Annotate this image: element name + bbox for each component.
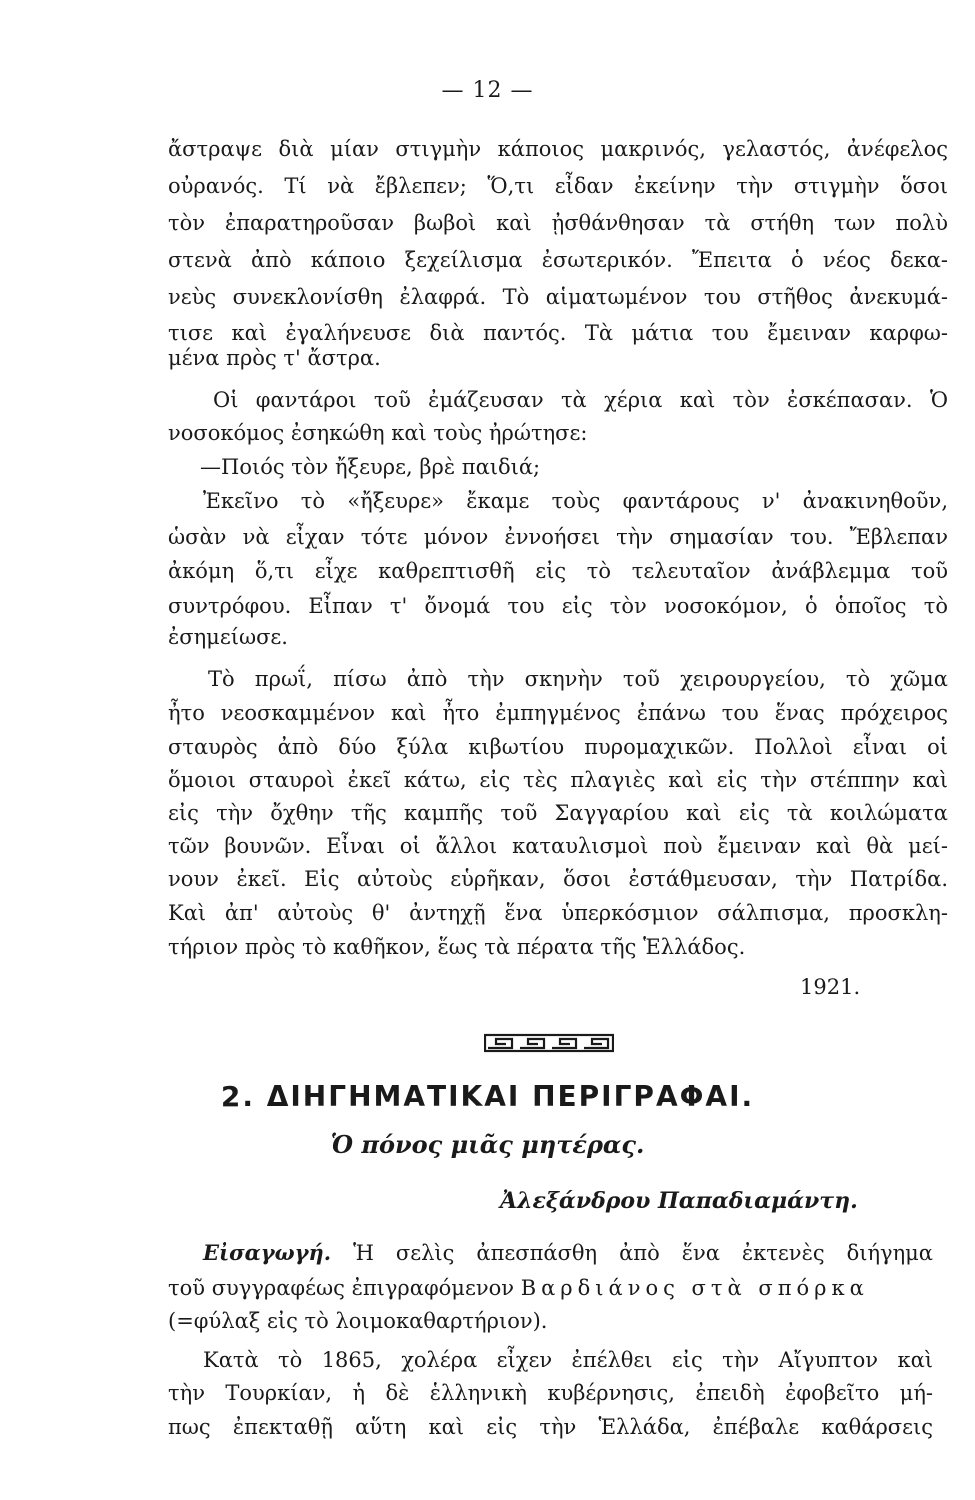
text-line: συντρόφου. Εἶπαν τ' ὄνομά του εἰς τὸν νοσοκόμον, ὁ ὁποῖος τὸ bbox=[168, 594, 948, 618]
text-line: Κατὰ τὸ 1865, χολέρα εἶχεν ἐπέλθει εἰς τὴν Αἴγυπτον καὶ bbox=[203, 1348, 933, 1372]
text-line: πως ἐπεκταθῇ αὕτη καὶ εἰς τὴν Ἑλλάδα, ἐπέβαλε καθάρσεις bbox=[168, 1415, 933, 1439]
text-line: τὸν ἐπαρατηροῦσαν βωβοὶ καὶ ᾐσθάνθησαν τὰ στήθη των πολὺ bbox=[168, 211, 948, 235]
story-name-spaced: Βαρδιάνος στὰ σπόρκα bbox=[520, 1276, 869, 1300]
intro-label: Εἰσαγωγή. bbox=[203, 1240, 332, 1265]
intro-line bbox=[203, 1238, 933, 1268]
text-line: ὡσὰν νὰ εἶχαν τότε μόνον ἐννοήσει τὴν σημασίαν του. Ἔβλεπαν bbox=[168, 525, 948, 549]
text-line: ἦτο νεοσκαμμένον καὶ ἦτο ἐμπηγμένος ἐπάνω του ἕνας πρόχειρος bbox=[168, 701, 948, 725]
date-line: 1921. bbox=[800, 975, 861, 999]
text-line: νουν ἐκεῖ. Εἰς αὐτοὺς εὑρῆκαν, ὅσοι ἐστάθμευσαν, τὴν Πατρίδα. bbox=[168, 867, 948, 891]
author-line: Ἀλεξάνδρου Παπαδιαμάντη. bbox=[500, 1188, 858, 1214]
page-number: — 12 — bbox=[441, 78, 534, 103]
text-line: μένα πρὸς τ' ἄστρα. bbox=[168, 346, 381, 370]
text-line: ἐσημείωσε. bbox=[168, 625, 288, 649]
text-line: τήριον πρὸς τὸ καθῆκον, ἕως τὰ πέρατα τῆς Ἑλλάδος. bbox=[168, 935, 746, 959]
text-line: ἀκόμη ὅ,τι εἶχε καθρεπτισθῆ εἰς τὸ τελευταῖον ἀνάβλεμμα τοῦ bbox=[168, 559, 948, 583]
text-line: νοσοκόμος ἐσηκώθη καὶ τοὺς ἠρώτησε: bbox=[168, 421, 588, 445]
text-line: ἄστραψε διὰ μίαν στιγμὴν κάποιος μακρινός, γελαστός, ἀνέφελος bbox=[168, 137, 948, 161]
text-line: ὅμοιοι σταυροὶ ἐκεῖ κάτω, εἰς τὲς πλαγιὲς καὶ εἰς τὴν στέππην καὶ bbox=[168, 768, 948, 792]
text-line: εἰς τὴν ὄχθην τῆς καμπῆς τοῦ Σαγγαρίου καὶ εἰς τὰ κοιλώματα bbox=[168, 801, 948, 825]
text-line: Τὸ πρωΐ, πίσω ἀπὸ τὴν σκηνὴν τοῦ χειρουργείου, τὸ χῶμα bbox=[208, 667, 948, 691]
text-line: τῶν βουνῶν. Εἶναι οἱ ἄλλοι καταυλισμοὶ ποὺ ἔμειναν καὶ θὰ μεί- bbox=[168, 834, 948, 858]
text-line: νεὺς συνεκλονίσθη ἐλαφρά. Τὸ αἱματωμένον του στῆθος ἀνεκυμά- bbox=[168, 285, 948, 309]
section-heading: 2. ΔΙΗΓΗΜΑΤΙΚΑΙ ΠΕΡΙΓΡΑΦΑΙ. bbox=[220, 1080, 755, 1113]
intro-line bbox=[168, 1273, 948, 1303]
intro-text: Ἡ σελὶς ἀπεσπάσθη ἀπὸ ἕνα ἐκτενὲς διήγημα bbox=[331, 1241, 933, 1265]
text-line: στενὰ ἀπὸ κάποιο ξεχείλισμα ἐσωτερικόν. Ἔπειτα ὁ νέος δεκα- bbox=[168, 248, 948, 272]
dialogue-line: —Ποιός τὸν ἤξευρε, βρὲ παιδιά; bbox=[200, 455, 541, 479]
text-line: σταυρὸς ἀπὸ δύο ξύλα κιβωτίου πυρομαχικῶν. Πολλοὶ εἶναι οἱ bbox=[168, 735, 948, 759]
text-line: Καὶ ἀπ' αὐτοὺς θ' ἀντηχῇ ἕνα ὑπερκόσμιον σάλπισμα, προσκλη- bbox=[168, 901, 948, 925]
text-line: οὐρανός. Τί νὰ ἔβλεπεν; Ὅ,τι εἶδαν ἐκείνην τὴν στιγμὴν ὅσοι bbox=[168, 174, 948, 198]
intro-text: τοῦ συγγραφέως ἐπιγραφόμενον bbox=[168, 1276, 521, 1300]
text-line: Οἱ φαντάροι τοῦ ἐμάζευσαν τὰ χέρια καὶ τὸν ἐσκέπασαν. Ὁ bbox=[213, 388, 948, 412]
text-line: τὴν Τουρκίαν, ἡ δὲ ἑλληνικὴ κυβέρνησις, ἐπειδὴ ἐφοβεῖτο μή- bbox=[168, 1381, 933, 1405]
story-title: Ὁ πόνος μιᾶς μητέρας. bbox=[330, 1130, 645, 1159]
greek-key-ornament bbox=[484, 1033, 614, 1053]
text-line: τισε καὶ ἐγαλήνευσε διὰ παντός. Τὰ μάτια του ἔμειναν καρφω- bbox=[168, 321, 948, 345]
text-line: Ἐκεῖνο τὸ «ἤξευρε» ἔκαμε τοὺς φαντάρους ν' ἀνακινηθοῦν, bbox=[203, 489, 948, 513]
intro-line: (=φύλαξ εἰς τὸ λοιμοκαθαρτήριον). bbox=[168, 1309, 548, 1333]
